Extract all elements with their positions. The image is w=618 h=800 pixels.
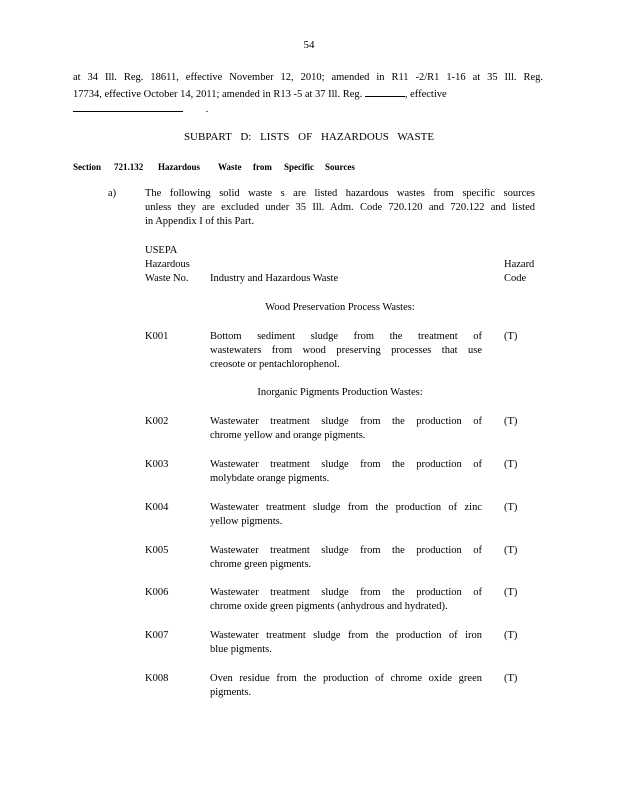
waste-description — [210, 415, 482, 443]
desc-line: Oven residue from the production of chrome oxide green — [210, 673, 482, 684]
column-header-code-line-2: Hazardous — [145, 259, 190, 270]
desc-line: wastewaters from wood preserving processes that use — [210, 345, 482, 356]
waste-description — [210, 586, 482, 614]
column-header-waste-no — [145, 244, 190, 286]
waste-code: K006 — [145, 587, 169, 598]
desc-line: yellow pigments. — [210, 516, 283, 527]
page-number: 54 — [303, 39, 315, 51]
desc-line: pigments. — [210, 687, 252, 698]
section-title-word-3: from — [253, 162, 272, 172]
waste-description — [210, 672, 482, 700]
waste-code: K008 — [145, 673, 169, 684]
blank-fill-line-2 — [73, 101, 183, 112]
desc-line: chrome yellow and orange pigments. — [210, 430, 366, 441]
hazard-code: (T) — [504, 459, 518, 470]
waste-description — [210, 501, 482, 529]
desc-line: Bottom sediment sludge from the treatment of — [210, 331, 482, 342]
waste-code: K003 — [145, 459, 169, 470]
waste-description — [210, 458, 482, 486]
section-title-word-5: Sources — [325, 162, 355, 172]
column-header-industry: Industry and Hazardous Waste — [210, 273, 339, 284]
hazard-code: (T) — [504, 545, 518, 556]
group-heading-inorganic-pigments: Inorganic Pigments Production Wastes: — [257, 387, 423, 398]
paragraph-line-1: The following solid waste s are listed hazardous wastes from specific sources — [145, 188, 535, 199]
waste-code: K005 — [145, 545, 169, 556]
desc-line: Wastewater treatment sludge from the production of — [210, 545, 482, 556]
desc-line: Wastewater treatment sludge from the production of iron — [210, 630, 482, 641]
intro-line-2 — [73, 86, 543, 102]
paragraph-line-2: unless they are excluded under 35 Ill. Adm. Code 720.120 and 720.122 and listed — [145, 202, 535, 213]
intro-line-3 — [73, 101, 208, 117]
hazard-code: (T) — [504, 416, 518, 427]
waste-code: K007 — [145, 630, 169, 641]
waste-code: K002 — [145, 416, 169, 427]
blank-fill-line — [365, 86, 405, 97]
waste-description — [210, 544, 482, 572]
hazard-code: (T) — [504, 587, 518, 598]
column-header-hazard-line-2: Code — [504, 273, 527, 284]
hazard-code: (T) — [504, 630, 518, 641]
waste-code: K004 — [145, 502, 169, 513]
column-header-code-line-1: USEPA — [145, 245, 178, 256]
waste-description — [210, 629, 482, 657]
section-title-word-4: Specific — [284, 162, 314, 172]
column-header-hazard-code — [504, 258, 534, 286]
desc-line: molybdate orange pigments. — [210, 473, 330, 484]
paragraph-text — [145, 187, 535, 229]
desc-line: Wastewater treatment sludge from the production of zinc — [210, 502, 482, 513]
paragraph-line-3: in Appendix I of this Part. — [145, 216, 255, 227]
intro-line-2-end: , effective — [404, 89, 447, 100]
column-header-hazard-line-1: Hazard — [504, 259, 535, 270]
desc-line: blue pigments. — [210, 644, 272, 655]
desc-line: Wastewater treatment sludge from the production of — [210, 587, 482, 598]
section-number: 721.132 — [114, 162, 144, 172]
subpart-title: SUBPART D: LISTS OF HAZARDOUS WASTE — [183, 131, 435, 143]
desc-line: chrome oxide green pigments (anhydrous and hydrated). — [210, 601, 448, 612]
desc-line: Wastewater treatment sludge from the production of — [210, 416, 482, 427]
section-label: Section — [73, 162, 101, 172]
hazard-code: (T) — [504, 331, 518, 342]
section-title-word-1: Hazardous — [158, 162, 201, 172]
waste-code: K001 — [145, 331, 169, 342]
intro-line-3-end: . — [205, 104, 209, 115]
group-heading-wood-preservation: Wood Preservation Process Wastes: — [265, 302, 415, 313]
waste-description — [210, 330, 482, 372]
section-title-word-2: Waste — [218, 162, 242, 172]
desc-line: creosote or pentachlorophenol. — [210, 359, 340, 370]
column-header-code-line-3: Waste No. — [145, 273, 189, 284]
intro-line-2-text: 17734, effective October 14, 2011; amended in R13 -5 at 37 Ill. Reg. — [73, 89, 363, 100]
hazard-code: (T) — [504, 673, 518, 684]
desc-line: Wastewater treatment sludge from the production of — [210, 459, 482, 470]
desc-line: chrome green pigments. — [210, 559, 312, 570]
paragraph-marker: a) — [108, 188, 117, 199]
hazard-code: (T) — [504, 502, 518, 513]
intro-line-1: at 34 Ill. Reg. 18611, effective November 12, 2010; amended in R11 -2/R1 1-16 at 35 Ill. Reg. — [73, 72, 543, 83]
